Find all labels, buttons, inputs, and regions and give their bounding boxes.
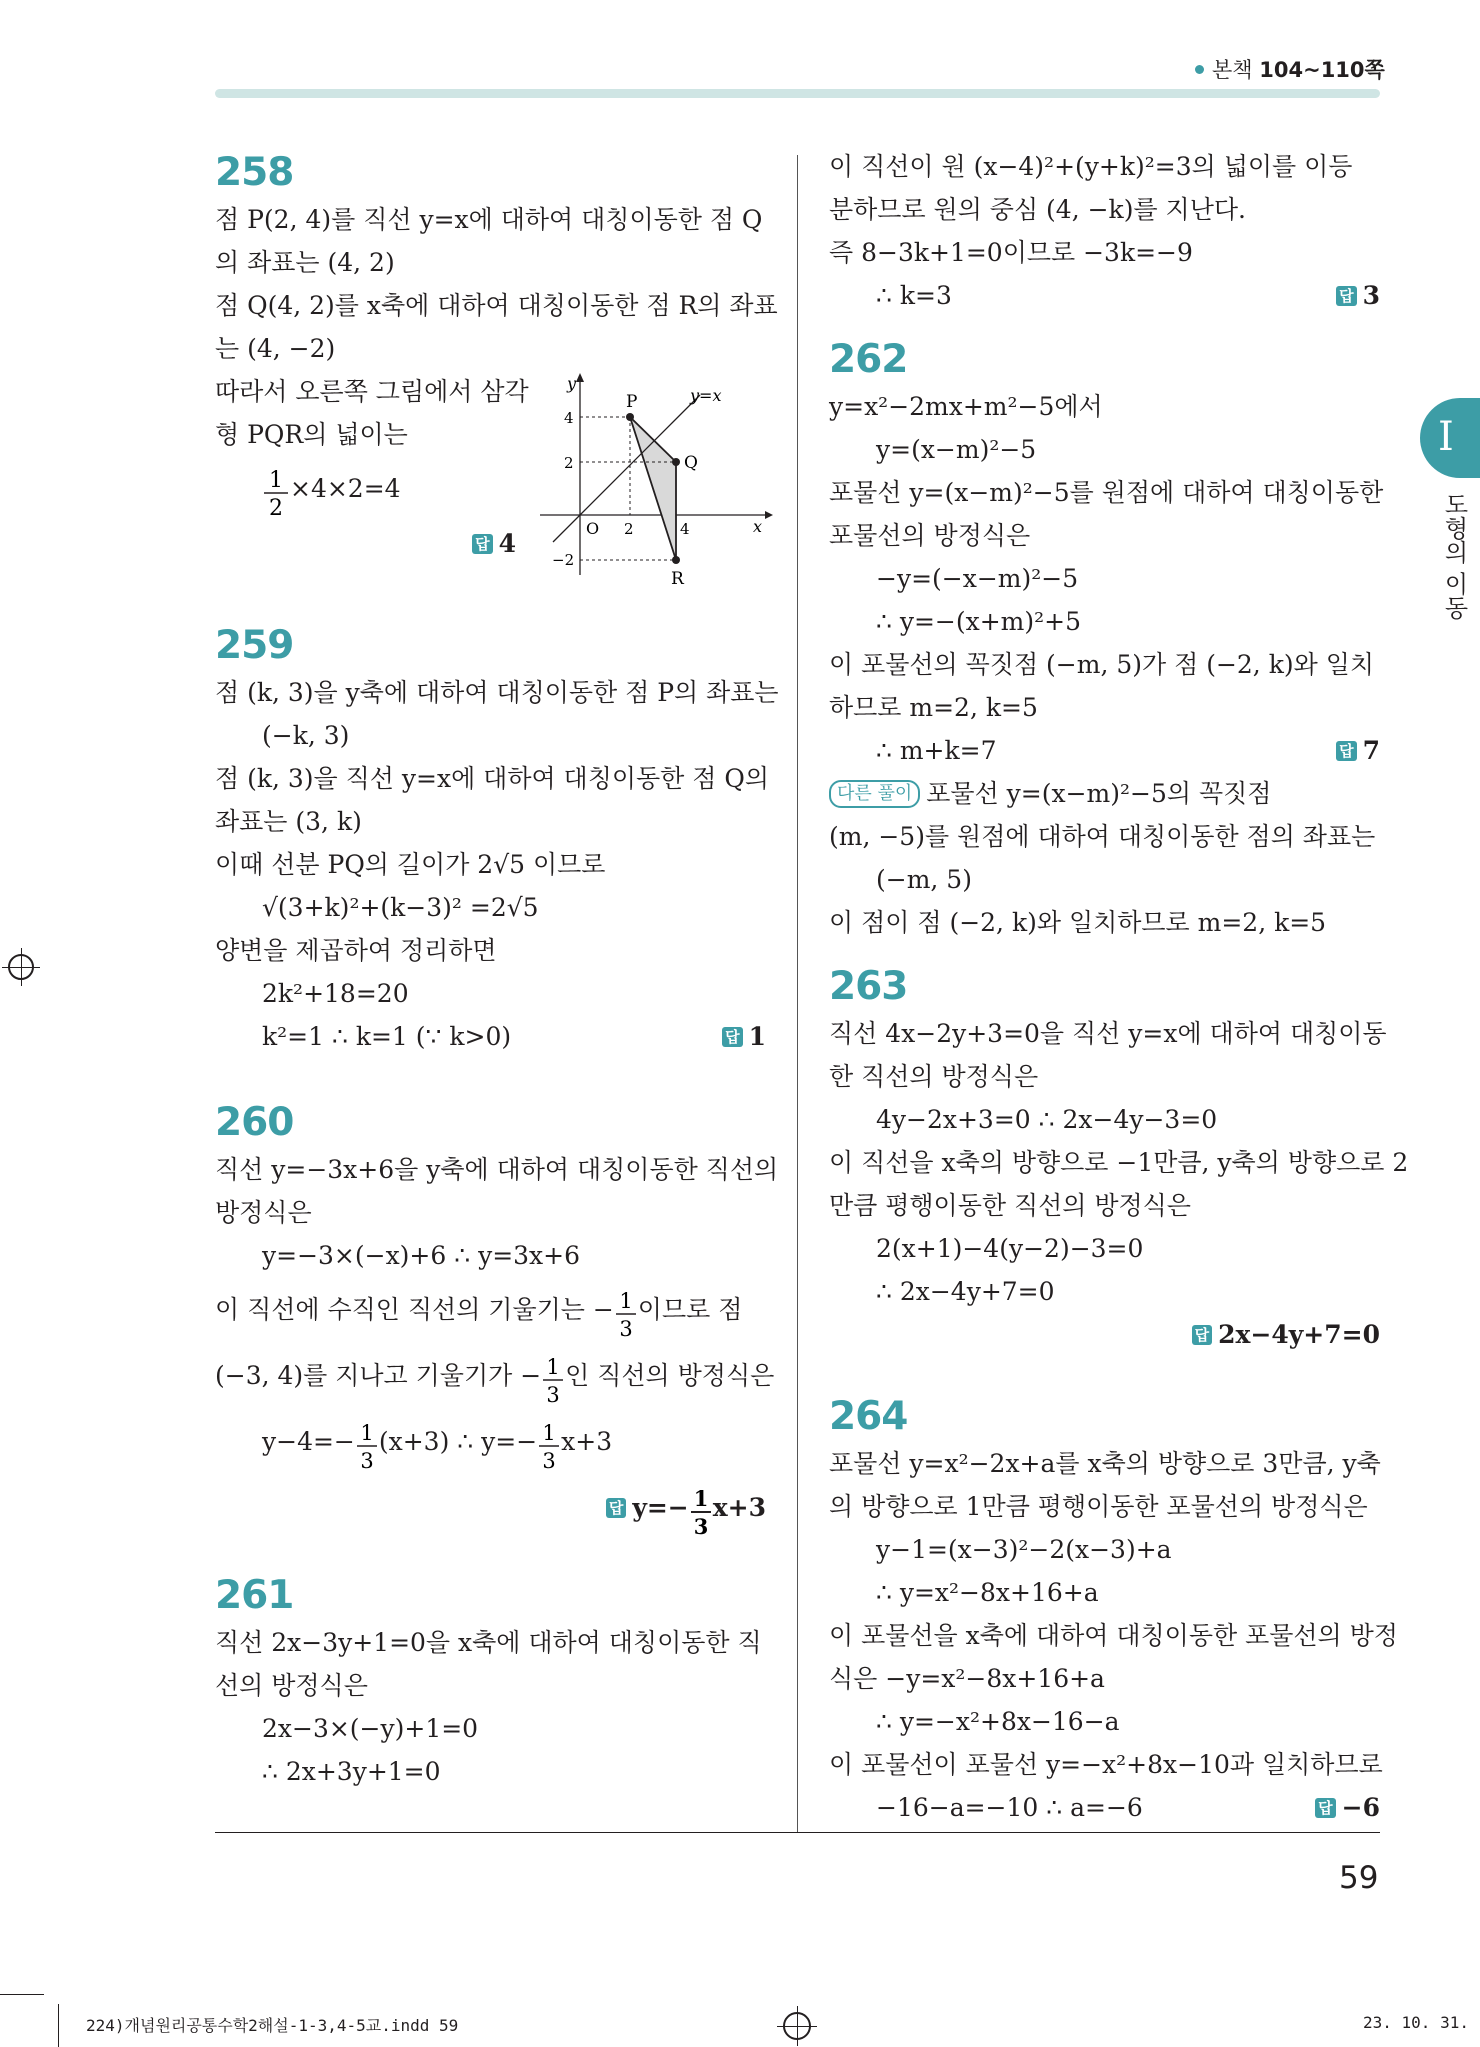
tick-label: −2	[552, 551, 575, 569]
text-line: 포물선 y=(x−m)²−5를 원점에 대하여 대칭이동한	[829, 478, 1384, 507]
text-line: 좌표는 (3, k)	[215, 807, 362, 836]
registration-mark-icon	[783, 2012, 811, 2040]
text-line: 의 방향으로 1만큼 평행이동한 포물선의 방정식은	[829, 1492, 1368, 1521]
answer: 답 y=− 1 3 x+3	[606, 1475, 766, 1541]
point-r	[672, 556, 680, 564]
registration-mark-icon	[8, 954, 34, 980]
point-p	[626, 413, 634, 421]
math-line: 1 2 ×4×2=4	[215, 456, 766, 522]
text-line: 직선 y=−3x+6을 y축에 대하여 대칭이동한 직선의	[215, 1155, 779, 1184]
chapter-numeral: I	[1438, 414, 1454, 460]
fraction-half	[262, 463, 290, 519]
math-line: √(3+k)²+(k−3)² =2√5	[262, 893, 539, 922]
bottom-rule	[215, 1832, 1380, 1833]
problem-number: 263	[829, 964, 908, 1009]
footer-date: 23. 10. 31.	[1363, 2013, 1469, 2032]
answer: 답 3	[1336, 274, 1380, 317]
svg-text:1: 1	[360, 1420, 374, 1445]
text-line: 선의 방정식은	[215, 1671, 368, 1700]
math-line: ∴ 2x−4y+7=0	[876, 1277, 1055, 1306]
fraction-third	[537, 1416, 561, 1472]
math-line: ∴ 2x+3y+1=0	[262, 1757, 441, 1786]
svg-text:3: 3	[542, 1448, 556, 1472]
answer-tag: 답	[1192, 1325, 1213, 1345]
answer-tag: 답	[606, 1498, 627, 1518]
math-line: ∴ y=−(x+m)²+5	[876, 607, 1082, 636]
text-line: 점 (k, 3)을 직선 y=x에 대하여 대칭이동한 점 Q의	[215, 764, 769, 793]
text-line: 의 좌표는 (4, 2)	[215, 248, 395, 277]
text-line: 이 포물선을 x축에 대하여 대칭이동한 포물선의 방정	[829, 1621, 1398, 1650]
text-line: 이때 선분 PQ의 길이가 2√5 이므로	[215, 850, 606, 879]
text-line: 이 직선이 원 (x−4)²+(y+k)²=3의 넓이를 이등	[829, 152, 1353, 181]
answer: 답 −6	[1315, 1786, 1380, 1829]
math-line: ∴ k=3 답 3	[829, 274, 1380, 317]
chapter-tab	[1420, 398, 1480, 478]
fraction-third	[355, 1416, 379, 1472]
text-line: 이 점이 점 (−2, k)와 일치하므로 m=2, k=5	[829, 908, 1327, 937]
text-line: 점 (k, 3)을 y축에 대하여 대칭이동한 점 P의 좌표는	[215, 678, 779, 707]
tick-label: 2	[624, 520, 634, 538]
y-axis-label: y	[567, 374, 577, 393]
text-line: 이 포물선의 꼭짓점 (−m, 5)가 점 (−2, k)와 일치	[829, 650, 1374, 679]
text-line: 는 (4, −2)	[215, 334, 336, 363]
text-line: 포물선의 방정식은	[829, 521, 1031, 550]
math-line: 2k²+18=20	[262, 979, 409, 1008]
svg-text:1: 1	[269, 467, 283, 493]
svg-text:3: 3	[546, 1382, 560, 1406]
svg-text:3: 3	[619, 1316, 633, 1340]
svg-text:2: 2	[269, 495, 283, 519]
origin-label: O	[586, 519, 600, 538]
answer: 답 7	[1336, 729, 1380, 772]
text-line: 직선 4x−2y+3=0을 직선 y=x에 대하여 대칭이동	[829, 1019, 1387, 1048]
math-line: ∴ y=x²−8x+16+a	[876, 1578, 1099, 1607]
answer-line	[215, 1475, 766, 1541]
text-line: 하므로 m=2, k=5	[829, 693, 1038, 722]
text-line: (−3, 4)를 지나고 기울기가 − 1 3 인 직선의 방정식은	[215, 1343, 766, 1409]
crop-mark	[0, 1994, 44, 1995]
math-line: 2(x+1)−4(y−2)−3=0	[876, 1234, 1144, 1263]
text-line: 포물선 y=x²−2x+a를 x축의 방향으로 3만큼, y축	[829, 1449, 1381, 1478]
problem-number: 261	[215, 1573, 294, 1618]
page-reference: 본책 104~110쪽	[1195, 54, 1385, 84]
text-line: (m, −5)를 원점에 대하여 대칭이동한 점의 좌표는	[829, 822, 1376, 851]
text-line: y=x²−2mx+m²−5에서	[829, 392, 1103, 421]
right-column	[829, 145, 1409, 1829]
text-line: 이 직선에 수직인 직선의 기울기는 − 1 3 이므로 점	[215, 1277, 766, 1343]
text-line: 양변을 제곱하여 정리하면	[215, 936, 497, 965]
chapter-title: 도형의 이동	[1440, 492, 1468, 620]
tick-label: 4	[564, 409, 574, 427]
header-bar	[215, 89, 1380, 98]
text-line: 점 Q(4, 2)를 x축에 대하여 대칭이동한 점 R의 좌표	[215, 291, 778, 320]
answer-line	[829, 1313, 1380, 1356]
math-line: −y=(−x−m)²−5	[876, 564, 1079, 593]
problem-number: 260	[215, 1100, 294, 1145]
answer-tag: 답	[472, 534, 493, 554]
answer-tag: 답	[1336, 286, 1357, 306]
fraction-third	[689, 1482, 713, 1538]
problem-number: 259	[215, 623, 294, 668]
answer: 답 4	[472, 522, 516, 565]
coordinate-figure	[540, 370, 785, 600]
text-line: 이 직선을 x축의 방향으로 −1만큼, y축의 방향으로 2	[829, 1148, 1409, 1177]
svg-text:1: 1	[542, 1420, 556, 1445]
text-line: 이 포물선이 포물선 y=−x²+8x−10과 일치하므로	[829, 1750, 1383, 1779]
label-r: R	[671, 569, 684, 589]
label-q: Q	[684, 453, 698, 473]
svg-text:1: 1	[546, 1354, 560, 1379]
math-line: y=−3×(−x)+6 ∴ y=3x+6	[262, 1241, 581, 1270]
crop-mark	[58, 2004, 59, 2047]
page-number: 59	[1339, 1860, 1379, 1896]
text-line: 따라서 오른쪽 그림에서 삼각	[215, 377, 529, 406]
x-axis-arrow-icon	[765, 511, 773, 519]
math-line: y=(x−m)²−5	[876, 435, 1037, 464]
problem-number: 258	[215, 150, 294, 195]
problem-number: 262	[829, 337, 908, 382]
math-line: y−1=(x−3)²−2(x−3)+a	[876, 1535, 1172, 1564]
fraction-third	[614, 1284, 638, 1340]
x-axis-label: x	[753, 517, 763, 536]
math-line: 4y−2x+3=0 ∴ 2x−4y−3=0	[876, 1105, 1218, 1134]
footer-filename: 224)개념원리공통수학2해설-1-3,4-5교.indd 59	[86, 2016, 459, 2035]
column-divider	[797, 155, 798, 1832]
svg-text:1: 1	[619, 1288, 633, 1313]
text-line: 분하므로 원의 중심 (4, −k)를 지난다.	[829, 195, 1246, 224]
text-line: 방정식은	[215, 1198, 312, 1227]
bullet-dot-icon	[1195, 65, 1204, 74]
triangle-pqr	[630, 417, 676, 560]
svg-text:3: 3	[360, 1448, 374, 1472]
svg-text:3: 3	[693, 1513, 709, 1538]
math-line: y−4=− 1 3 (x+3) ∴ y=− 1 3 x+3	[215, 1409, 766, 1475]
answer-tag: 답	[1315, 1798, 1336, 1818]
text-line: 직선 2x−3y+1=0을 x축에 대하여 대칭이동한 직	[215, 1628, 762, 1657]
tick-label: 2	[564, 454, 574, 472]
text-line: 식은 −y=x²−8x+16+a	[829, 1664, 1105, 1693]
math-line: (−k, 3)	[262, 721, 350, 750]
text-line: 만큼 평행이동한 직선의 방정식은	[829, 1191, 1191, 1220]
label-p: P	[626, 392, 638, 412]
text-line: 형 PQR의 넓이는	[215, 420, 408, 449]
math-line: (−m, 5)	[876, 865, 972, 894]
math-line: ∴ m+k=7 답 7	[829, 729, 1380, 772]
point-q	[672, 458, 680, 466]
problem-number: 264	[829, 1394, 908, 1439]
math-line: −16−a=−10 ∴ a=−6 답 −6	[829, 1786, 1380, 1829]
y-axis-arrow-icon	[576, 373, 584, 382]
answer: 답 2x−4y+7=0	[1192, 1313, 1380, 1356]
text-line: 즉 8−3k+1=0이므로 −3k=−9	[829, 238, 1193, 267]
svg-text:1: 1	[693, 1485, 709, 1511]
fraction-third	[541, 1350, 565, 1406]
math-line: k²=1 ∴ k=1 (∵ k>0) 답 1	[215, 1015, 766, 1058]
alt-solution-badge: 다른 풀이	[829, 780, 920, 808]
math-line: ∴ y=−x²+8x−16−a	[876, 1707, 1120, 1736]
text-line: 점 P(2, 4)를 직선 y=x에 대하여 대칭이동한 점 Q	[215, 205, 763, 234]
answer-tag: 답	[722, 1027, 743, 1047]
math-line: 2x−3×(−y)+1=0	[262, 1714, 479, 1743]
line-label: y=x	[690, 386, 722, 405]
answer: 답 1	[722, 1015, 766, 1058]
tick-label: 4	[680, 520, 690, 538]
answer-tag: 답	[1336, 741, 1357, 761]
text-line: 한 직선의 방정식은	[829, 1062, 1039, 1091]
text-line: 다른 풀이 포물선 y=(x−m)²−5의 꼭짓점	[829, 772, 1380, 815]
